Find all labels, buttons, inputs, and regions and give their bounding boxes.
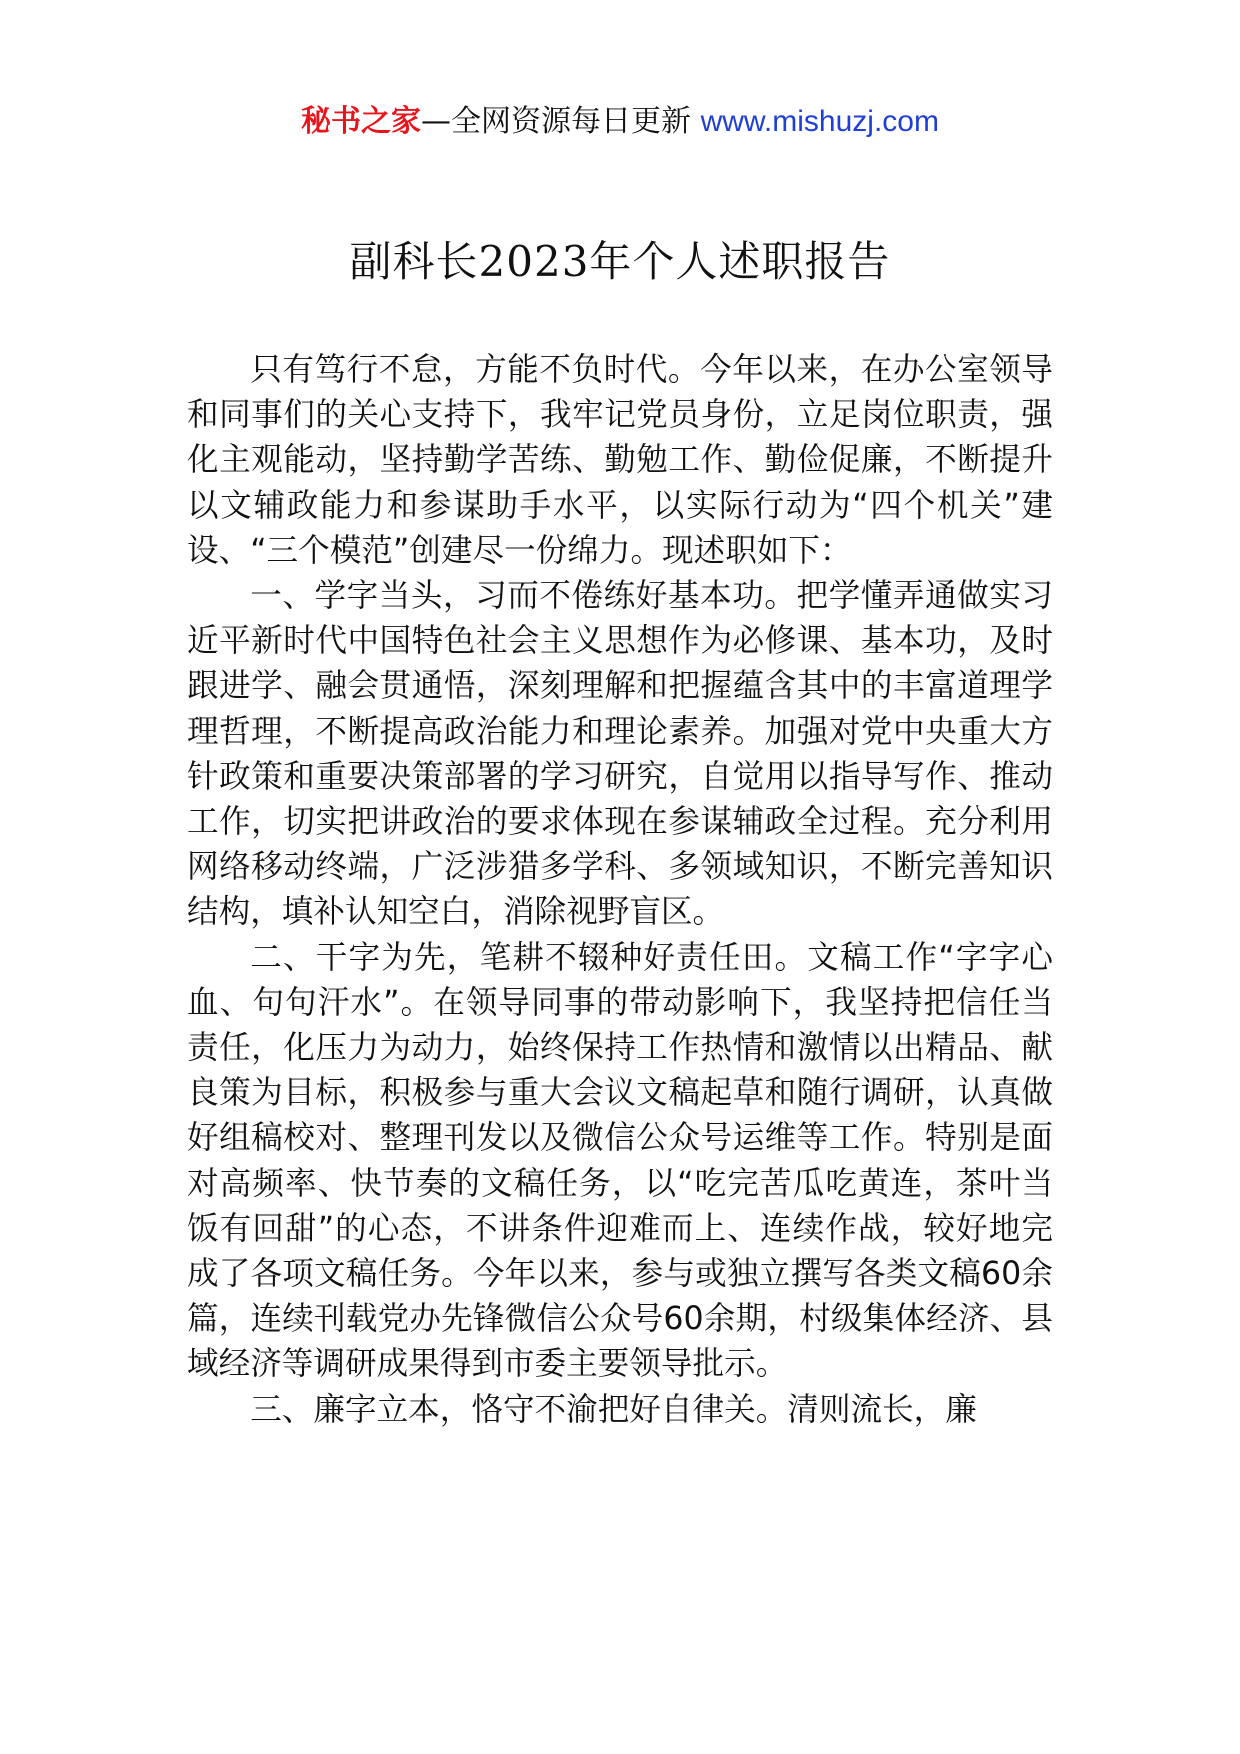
page-header (0, 100, 1240, 144)
paragraph-section-1: 一、学字当头，习而不倦练好基本功。把学懂弄通做实习近平新时代中国特色社会主义思想作为必修课、基本功，及时跟进学、融会贯通悟，深刻理解和把握蕴含其中的丰富道理学理哲理，不断提高政治能力和理论素养。加强对党中央重大方针政策和重要决策部署的学习研究，自觉用以指导写作、推动工作，切实把讲政治的要求体现在参谋辅政全过程。充分利用网络移动终端，广泛涉猎多学科、多领域知识，不断完善知识结构，填补认知空白，消除视野盲区。 (187, 578, 1053, 931)
website-link[interactable]: www.mishuzj.com (700, 105, 939, 138)
paragraph-intro: 只有笃行不怠，方能不负时代。今年以来，在办公室领导和同事们的关心支持下，我牢记党员身份，立足岗位职责，强化主观能动，坚持勤学苦练、勤勉工作、勤俭促廉，不断提升以文辅政能力和参谋助手水平，以实际行动为“四个机关”建设、“三个模范”创建尽一份绵力。现述职如下： (187, 352, 1053, 569)
header-slogan: —全网资源每日更新 (421, 104, 701, 139)
brand-name: 秘书之家 (301, 104, 422, 139)
document-title: 副科长2023年个人述职报告 (349, 237, 891, 286)
paragraph-section-3: 三、廉字立本，恪守不渝把好自律关。清则流长，廉 (250, 1391, 977, 1428)
document-body (187, 348, 1053, 1433)
paragraph-section-2: 二、干字为先，笔耕不辍种好责任田。文稿工作“字字心血、句句汗水”。在领导同事的带动影响下，我坚持把信任当责任，化压力为动力，始终保持工作热情和激情以出精品、献良策为目标，积极参与重大会议文稿起草和随行调研，认真做好组稿校对、整理刊发以及微信公众号运维等工作。特别是面对高频率、快节奏的文稿任务，以“吃完苦瓜吃黄连，茶叶当饭有回甜”的心态，不讲条件迎难而上、连续作战，较好地完成了各项文稿任务。今年以来，参与或独立撰写各类文稿60余篇，连续刊载党办先锋微信公众号60余期，村级集体经济、县域经济等调研成果得到市委主要领导批示。 (187, 939, 1053, 1383)
